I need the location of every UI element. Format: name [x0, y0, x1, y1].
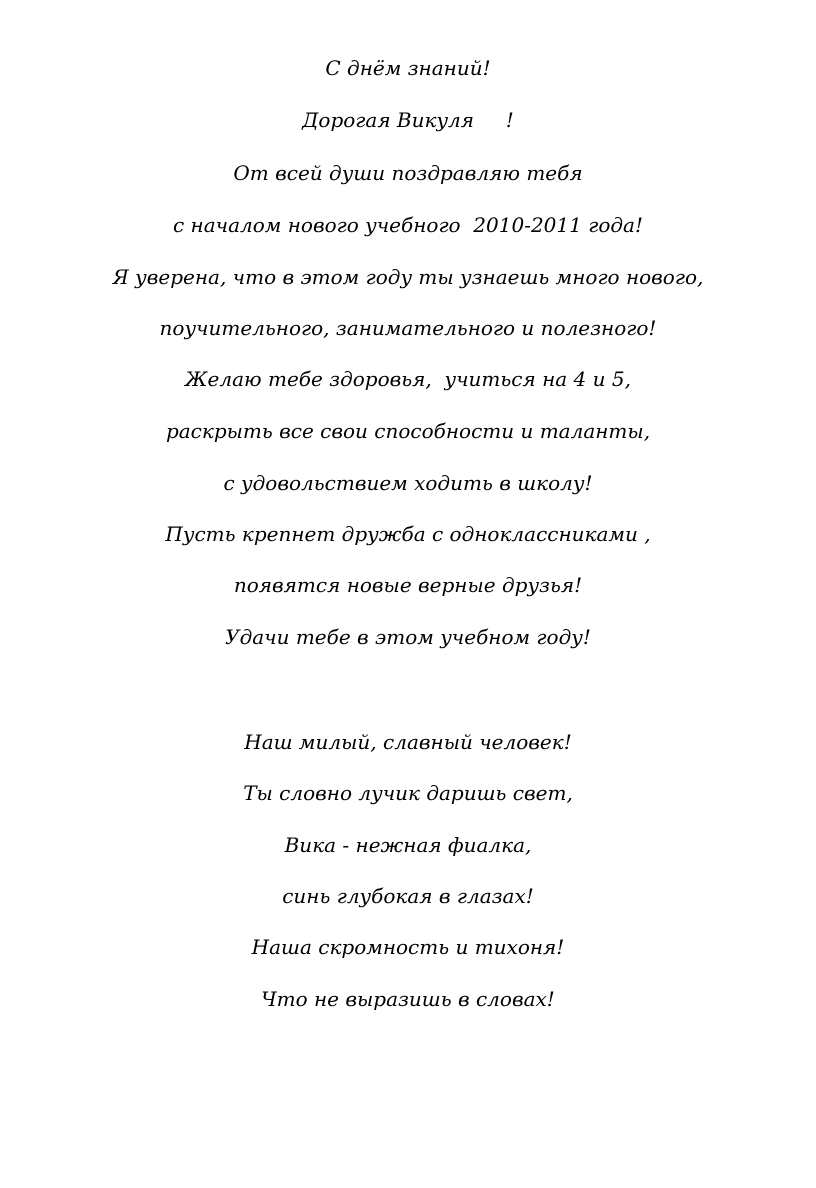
greeting-line: поучительного, занимательного и полезного! [159, 316, 657, 340]
poem-line: Вика - нежная фиалка, [284, 833, 532, 857]
greeting-line: Удачи тебе в этом учебном году! [225, 625, 591, 649]
greeting-line: Пусть крепнет дружба с одноклассниками , [165, 522, 651, 546]
greeting-line: Я уверена, что в этом году ты узнаешь много нового, [112, 265, 704, 289]
greeting-line: появятся новые верные друзья! [233, 573, 583, 597]
greeting-line: От всей души поздравляю тебя [233, 161, 583, 185]
poem-line: Наша скромность и тихоня! [251, 935, 565, 959]
greeting-address: Дорогая Викуля ! [302, 108, 514, 132]
poem-line: Что не выразишь в словах! [261, 987, 555, 1011]
greeting-line: с удовольствием ходить в школу! [223, 471, 593, 495]
poem-line: Ты словно лучик даришь свет, [243, 781, 573, 805]
poem-line: синь глубокая в глазах! [282, 884, 534, 908]
greeting-line: раскрыть все свои способности и таланты, [165, 419, 651, 443]
greeting-title: С днём знаний! [325, 56, 491, 80]
greeting-line: Желаю тебе здоровья, учиться на 4 и 5, [185, 367, 631, 391]
poem-line: Наш милый, славный человек! [244, 730, 572, 754]
greeting-line: с началом нового учебного 2010-2011 года! [173, 213, 643, 237]
